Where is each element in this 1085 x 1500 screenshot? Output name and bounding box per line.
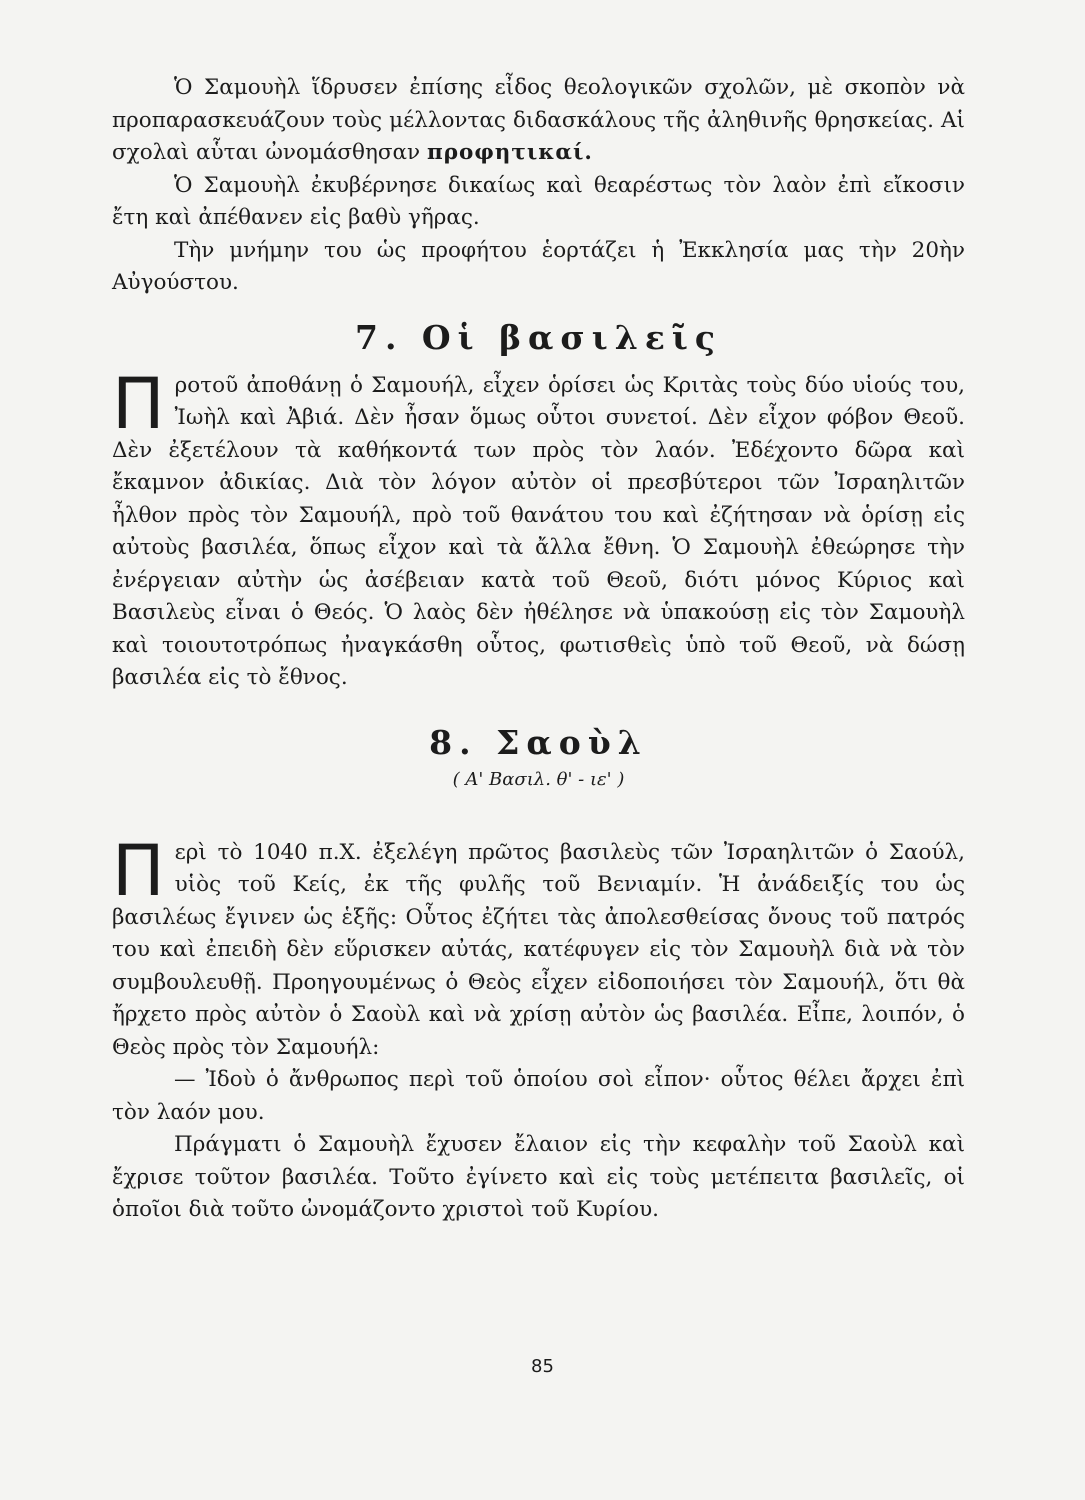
section-8-paragraph-1 [112,829,965,1065]
page-number: 85 [531,1356,554,1377]
section-8-paragraph-1-text: ερὶ τὸ 1040 π.Χ. ἐξελέγη πρῶτος βασιλεὺς τῶν Ἰσραηλιτῶν ὁ Σαούλ, υἱὸς τοῦ Κείς, ἐκ τῆς φυλῆς τοῦ Βενιαμίν. Ἡ ἀνάδειξίς του ὡς βασιλέως ἔγινεν ὡς ἑξῆς: Οὗτος ἐζήτει τὰς ἀπολεσθείσας ὄνους τοῦ πατρός του καὶ ἐπειδὴ δὲν εὕρισκεν αὐτάς, κατέφυγεν εἰς τὸν Σαμουὴλ διὰ νὰ τὸν συμβουλευθῇ. Προηγουμένως ὁ Θεὸς εἶχεν εἰδοποιήσει τὸν Σαμουήλ, ὅτι θὰ ἤρχετο πρὸς αὐτὸν ὁ Σαοὺλ καὶ νὰ χρίσῃ αὐτὸν ὡς βασιλέα. Εἶπε, λοιπόν, ὁ Θεὸς πρὸς τὸν Σαμουήλ: [112,839,965,1060]
section-8-reference: ( Α' Βασιλ. θ' - ιε' ) [452,768,625,790]
section-8-title: 8. Σαοὺλ [429,722,648,762]
section-8-paragraph-2: — Ἰδοὺ ὁ ἄνθρωπος περὶ τοῦ ὁποίου σοὶ εἶπον· οὗτος θέλει ἄρχει ἐπὶ τὸν λαόν μου. [112,1067,965,1125]
section-7-title: 7. Οἱ βασιλεῖς [354,317,722,357]
section-7-paragraph [112,362,965,695]
page-body [112,72,965,1227]
intro-paragraph-1 [112,72,965,170]
drop-cap: Π [112,829,165,912]
intro-paragraph-1-text: Ὁ Σαμουὴλ ἵδρυσεν ἐπίσης εἶδος θεολογικῶν σχολῶν, μὲ σκοπὸν νὰ προπαρασκευάζουν τοὺς μέλλοντας διδασκάλους τῆς ἀληθινῆς θρησκείας. Αἱ σχολαὶ αὗται ὠνομάσθησαν [112,75,965,165]
intro-paragraph-2: Ὁ Σαμουὴλ ἐκυβέρνησε δικαίως καὶ θεαρέστως τὸν λαὸν ἐπὶ εἴκοσιν ἔτη καὶ ἀπέθανεν εἰς βαθὺ γῆρας. [112,172,965,230]
section-7-text: ροτοῦ ἀποθάνῃ ὁ Σαμουήλ, εἶχεν ὁρίσει ὡς Κριτὰς τοὺς δύο υἱούς του, Ἰωὴλ καὶ Ἀβιά. Δὲν ἦσαν ὅμως οὗτοι συνετοί. Δὲν εἶχον φόβον Θεοῦ. Δὲν ἐξετέλουν τὰ καθήκοντά των πρὸς τὸν λαόν. Ἐδέχοντο δῶρα καὶ ἔκαμνον ἀδικίας. Διὰ τὸν λόγον αὐτὸν οἱ πρεσβύτεροι τῶν Ἰσραηλιτῶν ἦλθον πρὸς τὸν Σαμουήλ, πρὸ τοῦ θανάτου του καὶ ἐζήτησαν νὰ ὁρίσῃ εἰς αὐτοὺς βασιλέα, ὅπως εἶχον καὶ τὰ ἄλλα ἔθνη. Ὁ Σαμουὴλ ἐθεώρησε τὴν ἐνέργειαν αὐτὴν ὡς ἀσέβειαν κατὰ τοῦ Θεοῦ, διότι μόνος Κύριος καὶ Βασιλεὺς εἶναι ὁ Θεός. Ὁ λαὸς δὲν ἠθέλησε νὰ ὑπακούσῃ εἰς τὸν Σαμουὴλ καὶ τοιουτοτρόπως ἠναγκάσθη οὗτος, φωτισθεὶς ὑπὸ τοῦ Θεοῦ, νὰ δώσῃ βασιλέα εἰς τὸ ἔθνος. [112,372,965,690]
section-8-paragraph-3: Πράγματι ὁ Σαμουὴλ ἔχυσεν ἔλαιον εἰς τὴν κεφαλὴν τοῦ Σαοὺλ καὶ ἔχρισε τοῦτον βασιλέα. Τοῦτο ἐγίνετο καὶ εἰς τοὺς μετέπειτα βασιλεῖς, οἱ ὁποῖοι διὰ τοῦτο ὠνομάζοντο χριστοὶ τοῦ Κυρίου. [112,1132,965,1222]
bold-term: προφητικαί. [426,140,593,165]
drop-cap: Π [112,362,165,445]
intro-paragraph-3: Τὴν μνήμην του ὡς προφήτου ἑορτάζει ἡ Ἐκκλησία μας τὴν 20ὴν Αὐγούστου. [112,237,965,295]
